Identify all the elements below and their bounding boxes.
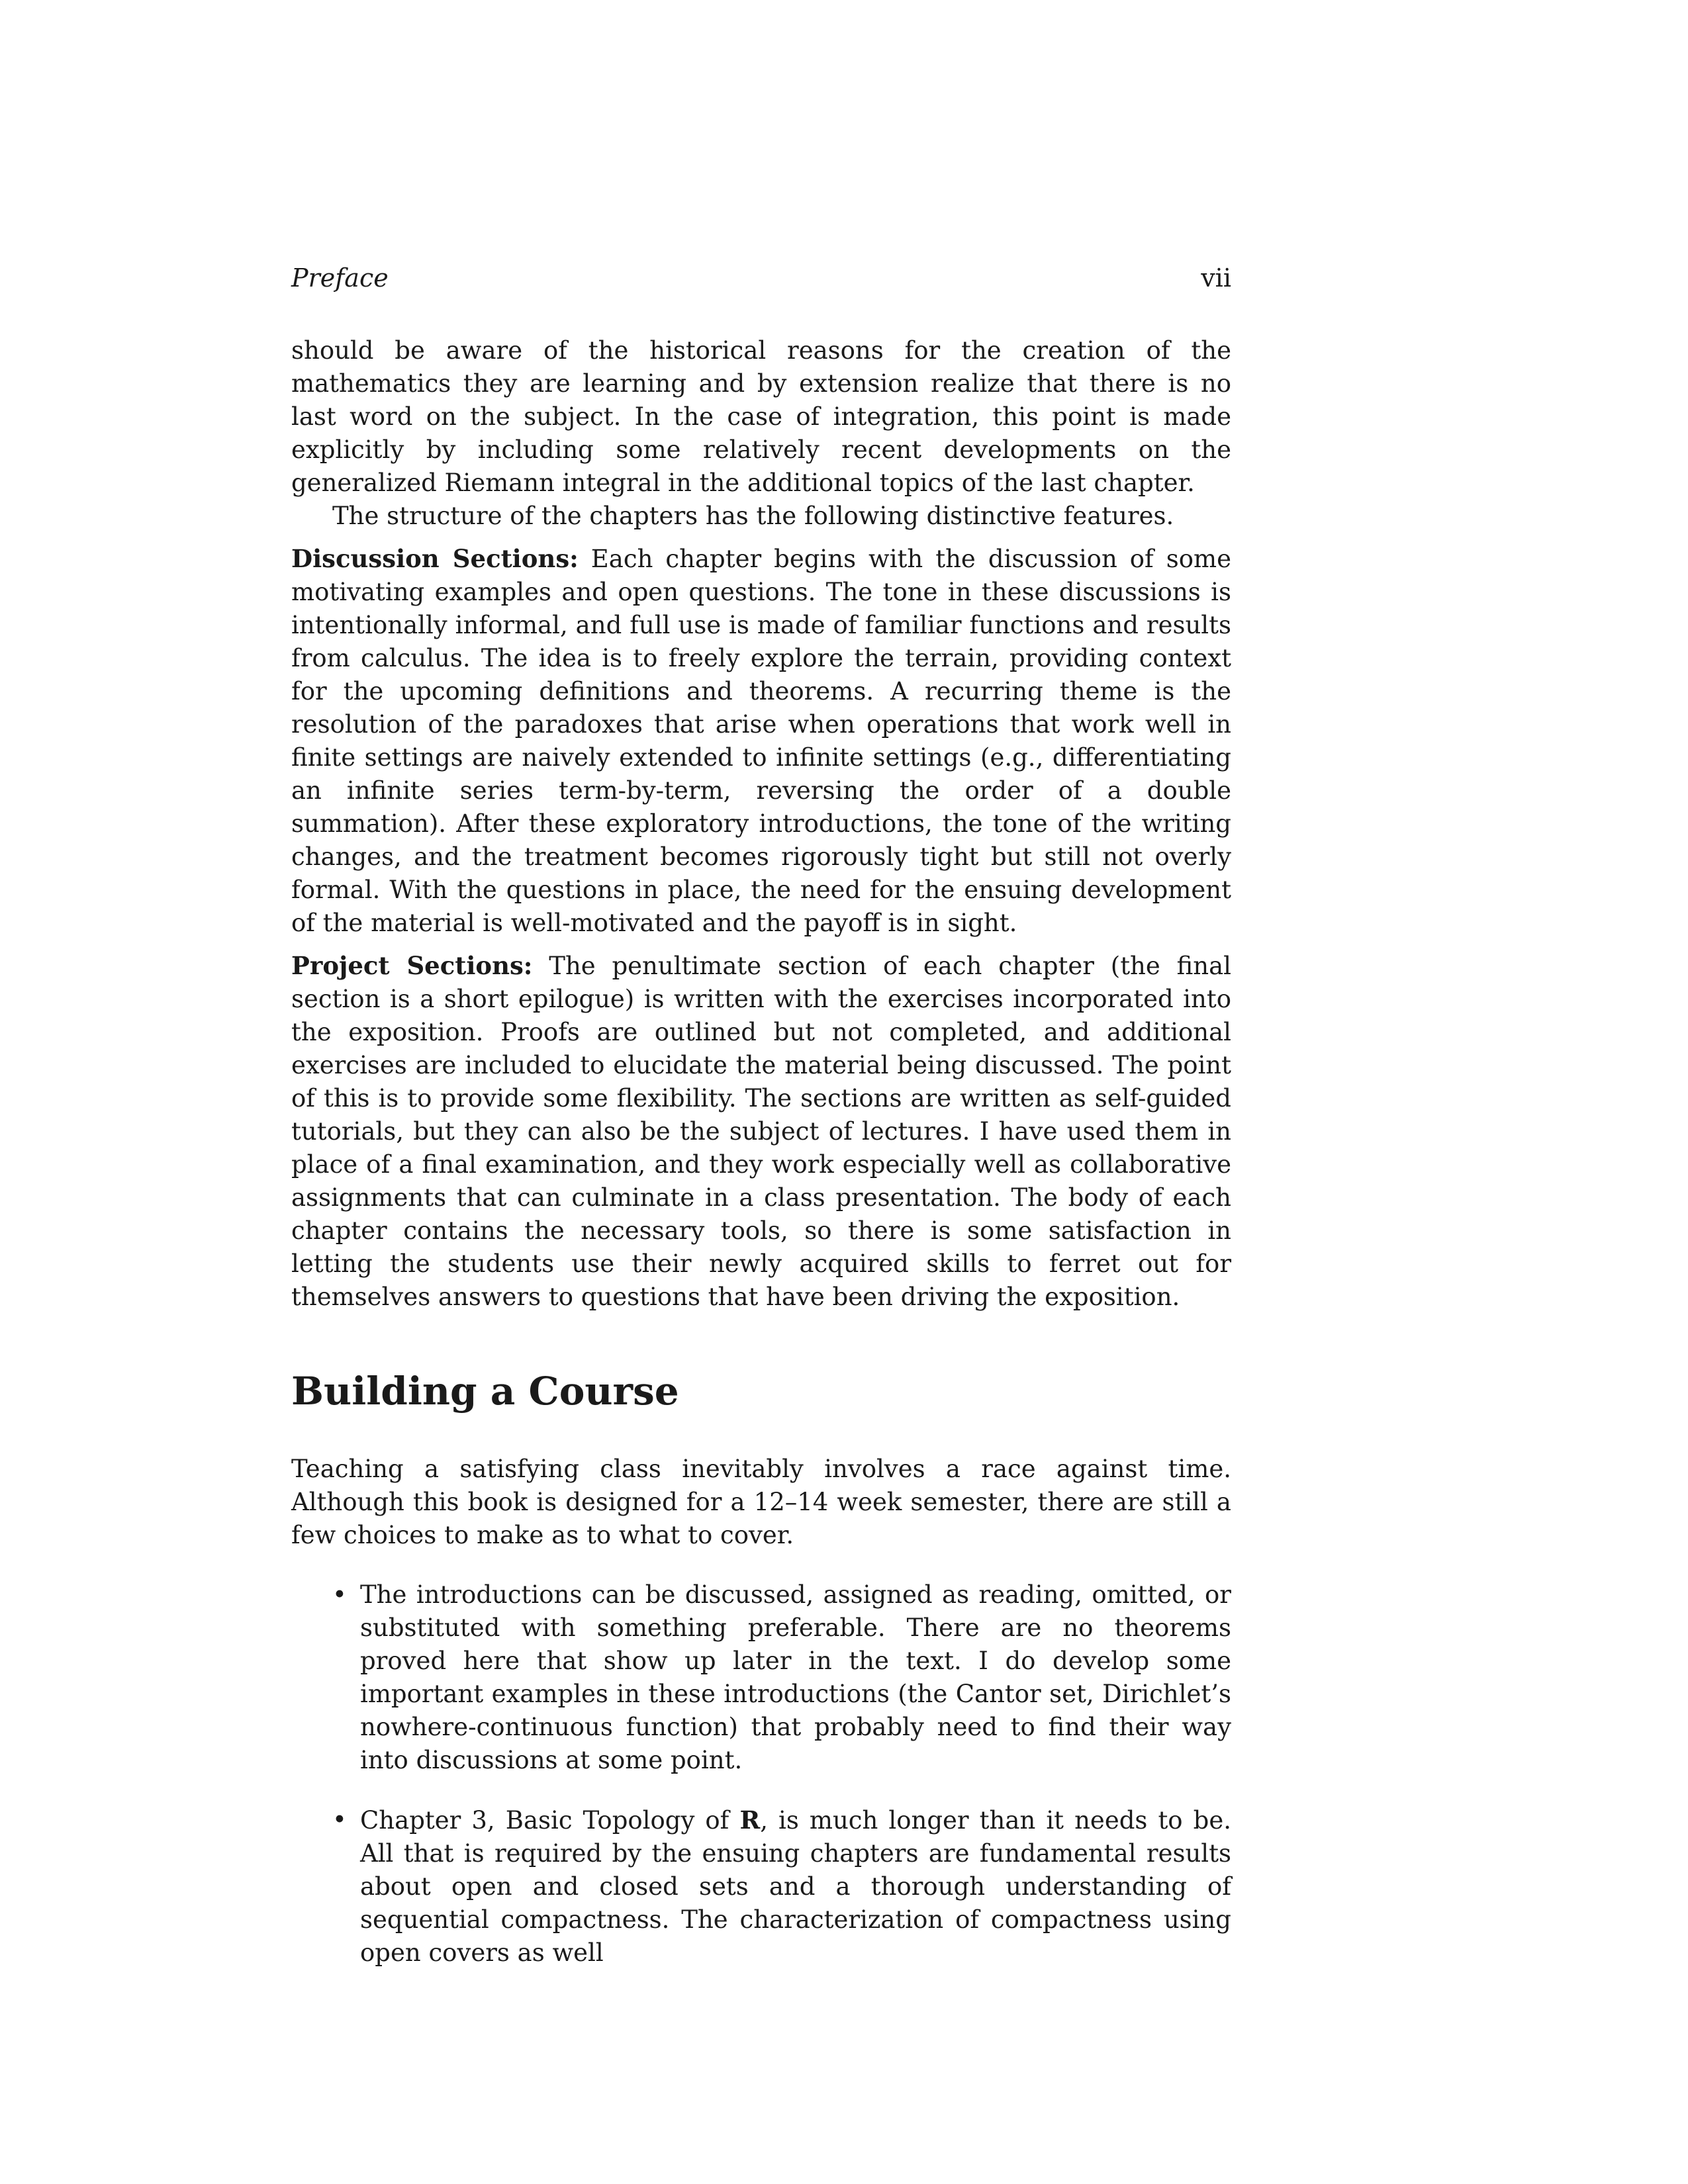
run-in-heading: Project Sections:	[291, 951, 533, 980]
book-page	[291, 261, 1231, 1996]
reals-symbol: R	[739, 1805, 761, 1835]
section-intro: Teaching a satisfying class inevitably involves a race against time. Although this book is designed for a 12–14 week semester, there are still a few choices to make as to what to cover.	[291, 1455, 1231, 1549]
page-number: vii	[1201, 263, 1231, 293]
bullet-icon: •	[332, 1580, 347, 1609]
feature-discussion-sections	[291, 542, 1231, 940]
body-text	[291, 334, 1231, 1970]
running-head	[291, 261, 1231, 295]
list-item	[332, 1578, 1231, 1777]
running-head-title: Preface	[291, 263, 389, 293]
list-item-text: The introductions can be discussed, assigned as reading, omitted, or substituted with something preferable. There are no theorems proved here that show up later in the text. I do develop some important examples in these introductions (the Cantor set, Dirichlet’s nowhere-continuous function) that probably need to find their way into discussions at some point.	[360, 1580, 1231, 1774]
list-item-text-after: , is much longer than it needs to be. All that is required by the ensuing chapters are fundamental results about open and closed sets and a thorough understanding of sequential compactness. The characterization of compactness using open covers as well	[360, 1806, 1231, 1967]
run-in-heading: Discussion Sections:	[291, 544, 579, 573]
section-heading: Building a Course	[291, 1369, 679, 1414]
feature-project-sections	[291, 949, 1231, 1314]
paragraph: The structure of the chapters has the following distinctive features.	[332, 502, 1174, 530]
feature-text: Each chapter begins with the discussion of some motivating examples and open questions. The tone in these discussions is intentionally informal, and full use is made of familiar functions and results from calculus. The idea is to freely explore the terrain, providing context for the upcoming definitions and theorems. A recurring theme is the resolution of the paradoxes that arise when operations that work well in finite settings are naively extended to infinite settings (e.g., differentiating an infinite series term-by-term, reversing the order of a double summation). After these exploratory introductions, the tone of the writing changes, and the treatment becomes rigorously tight but still not overly formal. With the questions in place, the need for the ensuing development of the material is well-motivated and the payoff is in sight.	[291, 545, 1231, 937]
paragraph: should be aware of the historical reasons for the creation of the mathematics they are learning and by extension realize that there is no last word on the subject. In the case of integration, this point is made explicitly by including some relatively recent developments on the generalized Riemann integral in the additional topics of the last chapter.	[291, 336, 1231, 497]
list-item	[332, 1803, 1231, 1970]
bullet-list	[291, 1578, 1231, 1970]
feature-text: The penultimate section of each chapter (the final section is a short epilogue) is written with the exercises incorporated into the exposition. Proofs are outlined but not completed, and additional exercises are included to elucidate the material being discussed. The point of this is to provide some flexibility. The sections are written as self-guided tutorials, but they can also be the subject of lectures. I have used them in place of a final examination, and they work especially well as collaborative assignments that can culminate in a class presentation. The body of each chapter contains the necessary tools, so there is some satisfaction in letting the students use their newly acquired skills to ferret out for themselves answers to questions that have been driving the exposition.	[291, 952, 1231, 1311]
list-item-text-before: Chapter 3, Basic Topology of	[360, 1806, 740, 1835]
bullet-icon: •	[332, 1805, 347, 1834]
